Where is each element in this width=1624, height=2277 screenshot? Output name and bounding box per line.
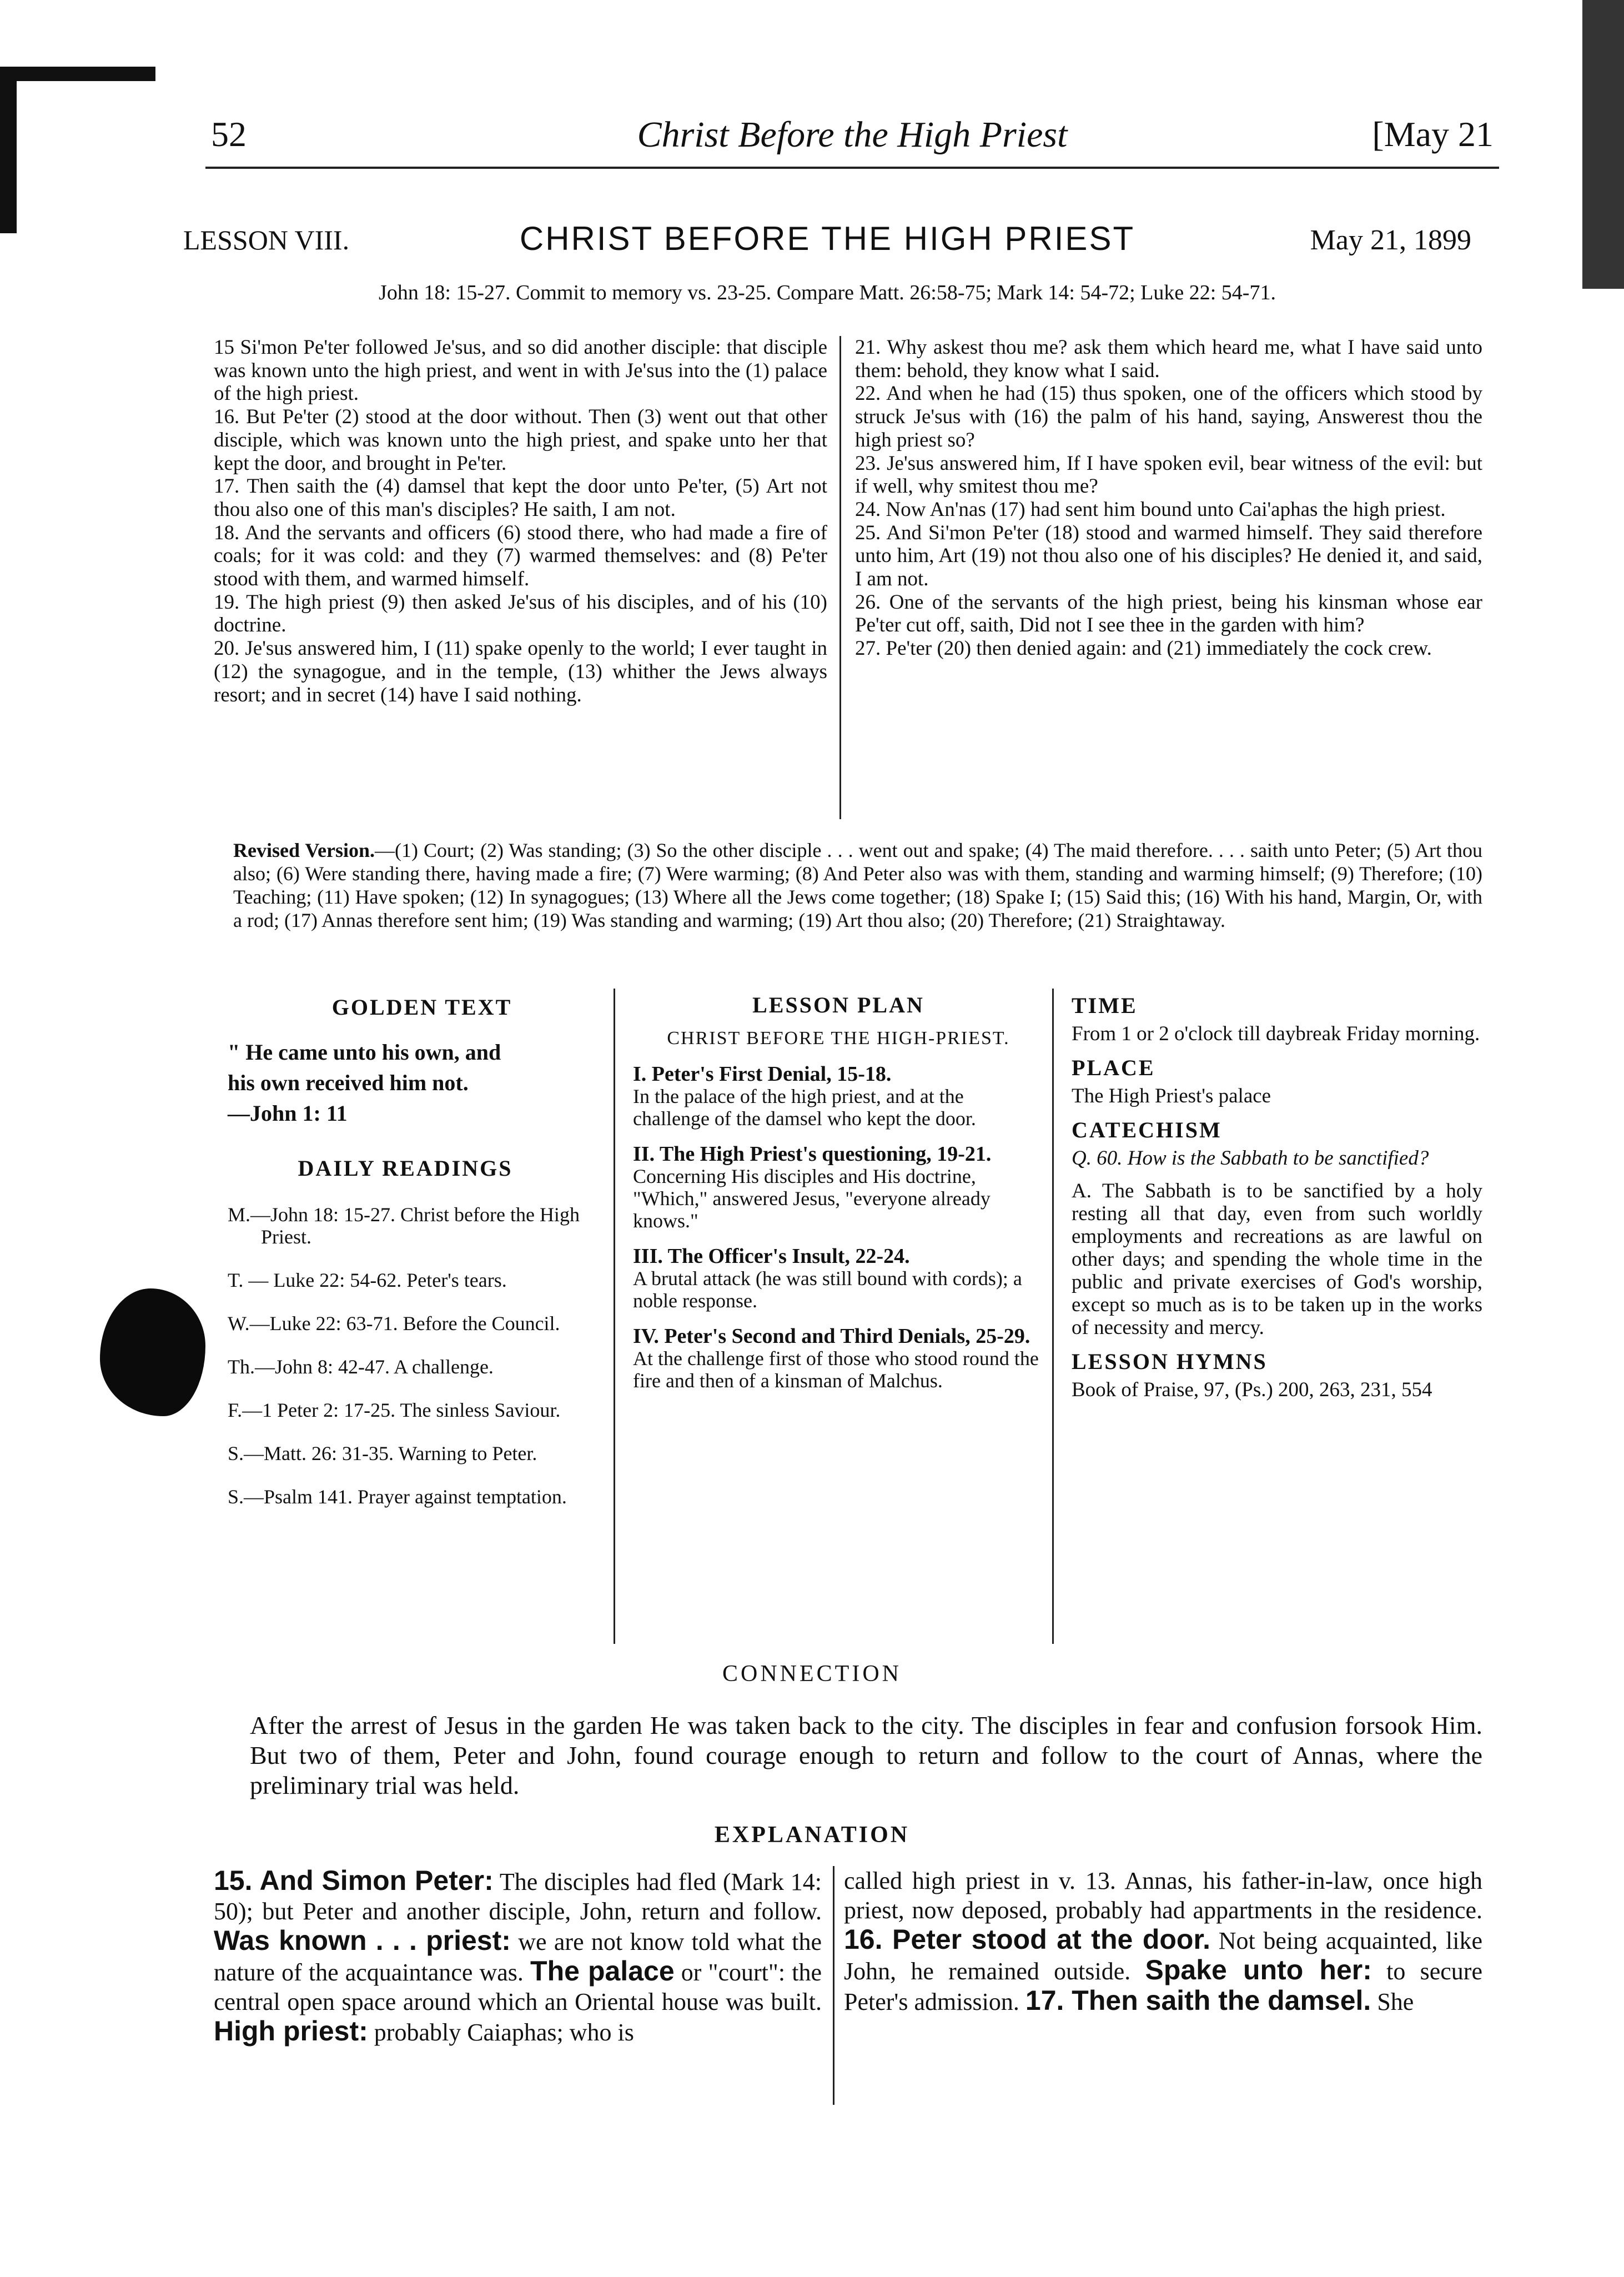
verse: 17. Then saith the (4) damsel that kept the door unto Pe'ter, (5) Art not thou also one of this man's disciples? He saith, I am not. <box>214 475 827 521</box>
verse: 26. One of the servants of the high priest, being his kinsman whose ear Pe'ter cut off, saith, Did not I see thee in the garden with him? <box>855 590 1482 637</box>
scripture-left-column <box>214 336 827 706</box>
side-column <box>1072 994 1482 1401</box>
verse: 25. And Si'mon Pe'ter (18) stood and warmed himself. They said therefore unto him, Art (19) not thou also one of his disciples? He denied it, and said, I am not. <box>855 521 1482 591</box>
plan-section-body: At the challenge first of those who stood round the fire and then of a kinsman of Malchus. <box>633 1347 1039 1392</box>
verse: 23. Je'sus answered him, If I have spoken evil, bear witness of the evil: but if well, why smitest thou me? <box>855 452 1482 498</box>
plan-section-title: I. Peter's First Denial, 15-18. <box>633 1062 892 1086</box>
revised-version-text: —(1) Court; (2) Was standing; (3) So the other disciple . . . went out and spake; (4) The maid therefore. . . . saith unto Peter; (5) Art thou also; (6) Were standing there, having made a fire; (7) Were warming; (8) And Peter also was with them, standing and warming himself; (9) Therefore; (10) Teaching; (11) Have spoken; (12) In synagogues; (13) Where all the Jews come together; (18) Spake I; (15) Said this; (16) With his hand, Margin, Or, with a rod; (17) Annas therefore sent him; (19) Was standing and warming; (19) Art thou also; (20) Therefore; (21) Straightaway. <box>233 839 1482 931</box>
reading-item: Th.—John 8: 42-47. A challenge. <box>228 1356 494 1378</box>
lesson-plan-heading: LESSON PLAN <box>752 992 924 1017</box>
scan-edge-left <box>0 67 17 233</box>
explanation-text: probably Caiaphas; who is <box>368 2019 634 2046</box>
lesson-header <box>183 219 1471 264</box>
golden-text-line: " He came unto his own, and <box>228 1040 501 1065</box>
explanation-text: The disciples had fled (Mark 14: 50); but Peter and another disciple, John, return and follow. <box>214 1868 822 1925</box>
daily-readings-heading: DAILY READINGS <box>298 1156 513 1181</box>
reading-item: M.—John 18: 15-27. Christ before the High Priest. <box>228 1203 580 1248</box>
verse: 20. Je'sus answered him, I (11) spake openly to the world; I ever taught in (12) the synagogue, and in the temple, (13) whither the Jews always resort; and in secret (14) have I said nothing. <box>214 637 827 706</box>
explanation-divider <box>833 1866 834 2105</box>
place-heading: PLACE <box>1072 1055 1155 1080</box>
page-number: 52 <box>211 114 247 154</box>
scan-edge-right <box>1582 0 1624 289</box>
catechism-question: Q. 60. How is the Sabbath to be sanctified? <box>1072 1147 1429 1170</box>
revised-version <box>233 839 1482 932</box>
revised-version-label: Revised Version. <box>233 839 375 861</box>
column-divider <box>1052 989 1054 1644</box>
daily-readings <box>228 1155 583 1529</box>
time-heading: TIME <box>1072 993 1138 1018</box>
golden-text-reference: —John 1: 11 <box>228 1101 348 1126</box>
explanation-keyword: 16. Peter stood at the door. <box>844 1924 1211 1955</box>
explanation-left-column <box>214 1866 822 2047</box>
catechism-answer: A. The Sabbath is to be sanctified by a holy resting all that day, even from such worldly employments and recreations as are lawful on other days; and spending the whole time in the public and private exercises of God's worship, except so much as is to be taken up in the works of necessity and mercy. <box>1072 1180 1482 1339</box>
verse: 22. And when he had (15) thus spoken, one of the officers which stood by struck Je'sus with (16) the palm of his hand, saying, Answerest thou the high priest so? <box>855 382 1482 452</box>
reading-item: T. — Luke 22: 54-62. Peter's tears. <box>228 1269 507 1291</box>
lesson-plan-subtitle: CHRIST BEFORE THE HIGH-PRIEST. <box>667 1028 1010 1049</box>
verse: 16. But Pe'ter (2) stood at the door without. Then (3) went out that other disciple, which was known unto the high priest, and spake unto her that kept the door, and brought in Pe'ter. <box>214 405 827 475</box>
explanation-keyword: High priest: <box>214 2015 368 2047</box>
plan-section-title: II. The High Priest's questioning, 19-21. <box>633 1142 992 1166</box>
explanation-text: She <box>1371 1988 1414 2015</box>
explanation-heading: EXPLANATION <box>714 1822 910 1848</box>
explanation-text: to secure Peter's admission. <box>844 1958 1482 2015</box>
reading-item: S.—Matt. 26: 31-35. Warning to Peter. <box>228 1442 537 1464</box>
explanation-right-column <box>844 1866 1482 2017</box>
lesson-number: LESSON VIII. <box>183 224 350 255</box>
time-text: From 1 or 2 o'clock till daybreak Friday morning. <box>1072 1022 1480 1045</box>
reading-item: F.—1 Peter 2: 17-25. The sinless Saviour. <box>228 1399 561 1421</box>
lesson-title: CHRIST BEFORE THE HIGH PRIEST <box>519 220 1135 257</box>
running-date: [May 21 <box>1372 114 1494 154</box>
verse: 19. The high priest (9) then asked Je'sus of his disciples, and of his (10) doctrine. <box>214 590 827 637</box>
explanation-keyword: 15. And Simon Peter: <box>214 1865 494 1896</box>
explanation-keyword: Spake unto her: <box>1145 1954 1372 1985</box>
plan-section-body: Concerning His disciples and His doctrine, "Which," answered Jesus, "everyone already knows." <box>633 1165 991 1232</box>
lesson-hymns-text: Book of Praise, 97, (Ps.) 200, 263, 231, 554 <box>1072 1378 1432 1401</box>
scripture-divider <box>839 336 841 819</box>
explanation-text: Not being acquainted, like John, he remained outside. <box>844 1927 1482 1985</box>
plan-section-body: In the palace of the high priest, and at the challenge of the damsel who kept the door. <box>633 1085 976 1130</box>
verse: 27. Pe'ter (20) then denied again: and (21) immediately the cock crew. <box>855 637 1432 660</box>
place-text: The High Priest's palace <box>1072 1085 1271 1107</box>
head-rule <box>205 167 1499 169</box>
catechism-heading: CATECHISM <box>1072 1117 1222 1142</box>
ink-smudge <box>100 1288 205 1416</box>
lesson-plan <box>633 994 1044 1392</box>
verse: 24. Now An'nas (17) had sent him bound unto Cai'aphas the high priest. <box>855 498 1446 521</box>
connection-text: After the arrest of Jesus in the garden He was taken back to the city. The disciples in fear and confusion forsook Him. But two of them, Peter and John, found courage enough to return and follow to the court of Annas, where the preliminary trial was held. <box>250 1711 1482 1799</box>
verse: 21. Why askest thou me? ask them which heard me, what I have said unto them: behold, they know what I said. <box>855 336 1482 382</box>
golden-text-block <box>228 994 616 1129</box>
reading-item: W.—Luke 22: 63-71. Before the Council. <box>228 1312 560 1335</box>
lesson-hymns-heading: LESSON HYMNS <box>1072 1349 1268 1374</box>
explanation-keyword: 17. Then saith the damsel. <box>1025 1985 1371 2016</box>
golden-text-heading: GOLDEN TEXT <box>331 995 512 1020</box>
verse: 15 Si'mon Pe'ter followed Je'sus, and so did another disciple: that disciple was known unto the high priest, and went in with Je'sus into the (1) palace of the high priest. <box>214 336 827 405</box>
plan-section-title: III. The Officer's Insult, 22-24. <box>633 1245 910 1268</box>
plan-section-body: A brutal attack (he was still bound with cords); a noble response. <box>633 1267 1022 1312</box>
scripture-right-column <box>855 336 1482 660</box>
scripture-references: John 18: 15-27. Commit to memory vs. 23-25. Compare Matt. 26:58-75; Mark 14: 54-72; Luke 22: 54-71. <box>379 281 1276 304</box>
reading-item: S.—Psalm 141. Prayer against temptation. <box>228 1486 567 1508</box>
explanation-text: or "court": the central open space around which an Oriental house was built. <box>214 1959 822 2015</box>
running-head <box>211 114 1494 164</box>
scan-edge-top <box>0 67 155 81</box>
explanation-text: called high priest in v. 13. Annas, his father-in-law, once high priest, now deposed, probably had appartments in the residence. <box>844 1867 1482 1924</box>
connection-heading: CONNECTION <box>722 1661 902 1687</box>
lesson-date: May 21, 1899 <box>1310 224 1471 256</box>
column-divider <box>614 989 615 1644</box>
plan-section-title: IV. Peter's Second and Third Denials, 25-29. <box>633 1325 1030 1348</box>
explanation-keyword: Was known . . . priest: <box>214 1925 511 1956</box>
verse: 18. And the servants and officers (6) stood there, who had made a fire of coals; for it was cold: and they (7) warmed themselves: and (8) Pe'ter stood with them, and warmed himself. <box>214 521 827 591</box>
explanation-keyword: The palace <box>530 1955 675 1987</box>
golden-text-line: his own received him not. <box>228 1070 469 1095</box>
explanation-text: we are not know told what the nature of the acquaintance was. <box>214 1928 822 1986</box>
running-title: Christ Before the High Priest <box>637 114 1068 155</box>
